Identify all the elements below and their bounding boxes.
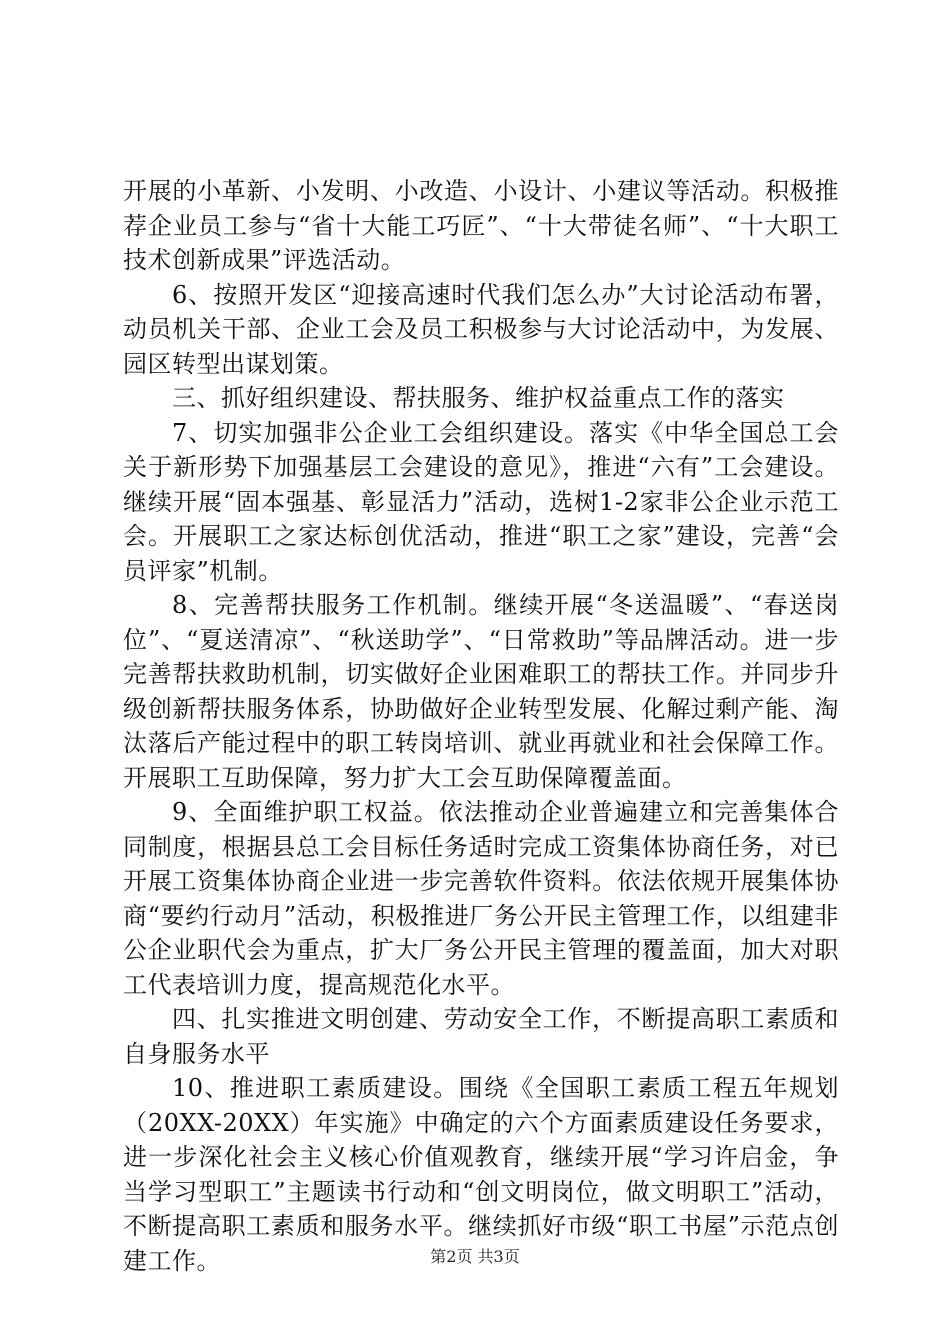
paragraph-item-8: 8、完善帮扶服务工作机制。继续开展“冬送温暖”、“春送岗位”、“夏送清凉”、“秋送助学”、“日常救助”等品牌活动。进一步完善帮扶救助机制，切实做好企业困难职工的帮扶工作。并同步升级创新帮扶服务体系，协助做好企业转型发展、化解过剩产能、淘汰落后产能过程中的职工转岗培训、就业再就业和社会保障工作。开展职工互助保障，努力扩大工会互助保障覆盖面。 — [123, 591, 839, 792]
page-number-footer: 第2页 共3页 — [430, 1247, 520, 1266]
section-heading-4: 四、扎实推进文明创建、劳动安全工作，不断提高职工素质和自身服务水平 — [123, 1005, 839, 1068]
paragraph-continuation: 开展的小革新、小发明、小改造、小设计、小建议等活动。积极推荐企业员工参与“省十大能工巧匠”、“十大带徒名师”、“十大职工技术创新成果”评选活动。 — [123, 177, 839, 274]
section-heading-3: 三、抓好组织建设、帮扶服务、维护权益重点工作的落实 — [172, 384, 785, 412]
paragraph-item-10: 10、推进职工素质建设。围绕《全国职工素质工程五年规划（20XX-20XX）年实施》中确定的六个方面素质建设任务要求，进一步深化社会主义核心价值观教育，继续开展“学习许启金，争当学习型职工”主题读书行动和“创文明岗位，做文明职工”活动，不断提高职工素质和服务水平。继续抓好市级“职工书屋”示范点创建工作。 — [123, 1074, 839, 1275]
paragraph-item-6: 6、按照开发区“迎接高速时代我们怎么办”大讨论活动布署，动员机关干部、企业工会及员工积极参与大讨论活动中，为发展、园区转型出谋划策。 — [123, 280, 839, 378]
document-body — [123, 174, 839, 1278]
paragraph-item-9: 9、全面维护职工权益。依法推动企业普遍建立和完善集体合同制度，根据县总工会目标任务适时完成工资集体协商任务，对已开展工资集体协商企业进一步完善软件资料。依法依规开展集体协商“要约行动月”活动，积极推进厂务公开民主管理工作，以组建非公企业职代会为重点，扩大厂务公开民主管理的覆盖面，加大对职工代表培训力度，提高规范化水平。 — [123, 798, 839, 999]
paragraph-item-7: 7、切实加强非公企业工会组织建设。落实《中华全国总工会关于新形势下加强基层工会建设的意见》，推进“六有”工会建设。继续开展“固本强基、彰显活力”活动，选树1-2家非公企业示范工会。开展职工之家达标创优活动，推进“职工之家”建设，完善“会员评家”机制。 — [123, 418, 839, 585]
